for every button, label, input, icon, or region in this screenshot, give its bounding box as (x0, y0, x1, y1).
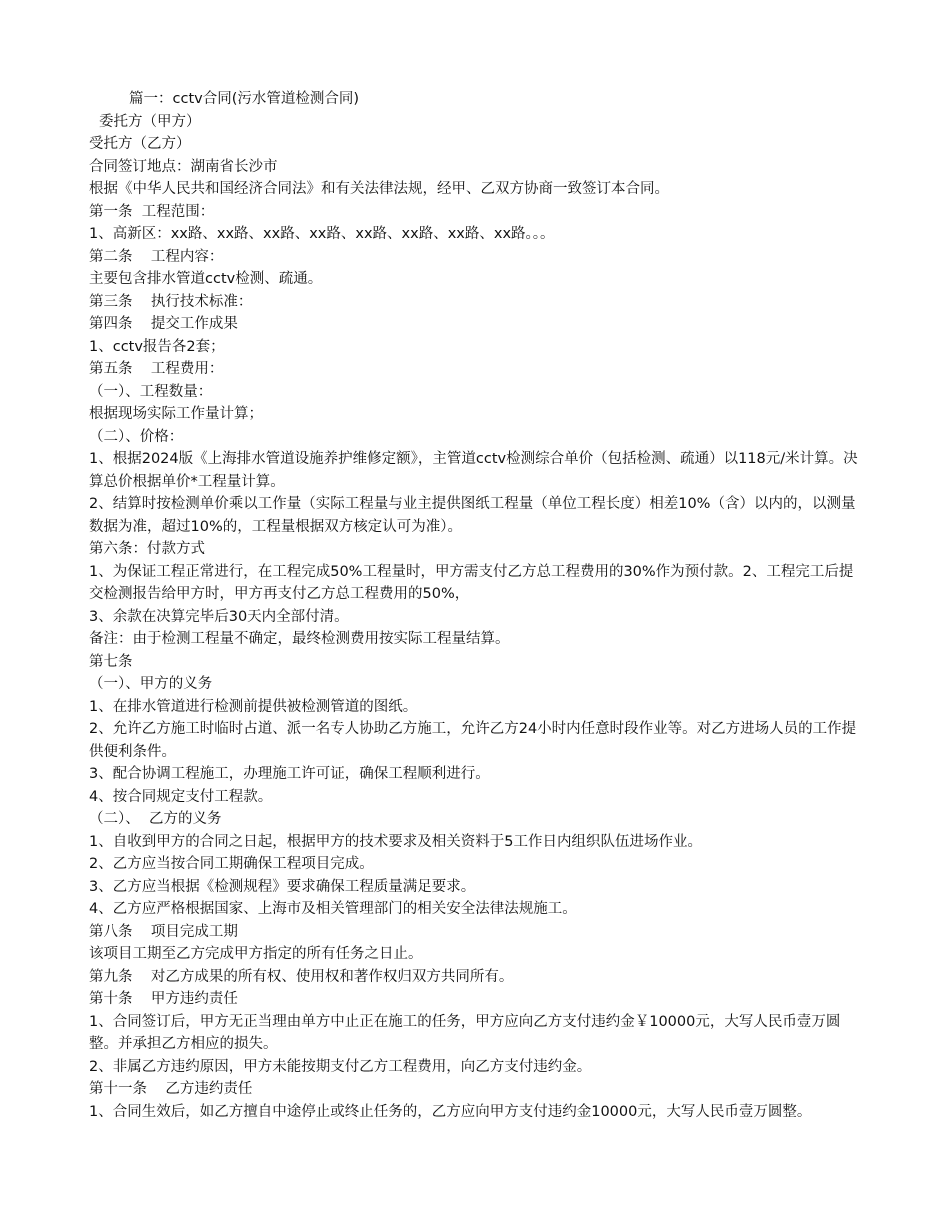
article-heading: 第六条：付款方式 (89, 541, 205, 557)
paragraph: 根据现场实际工作量计算； (89, 406, 263, 422)
paragraph: 1、为保证工程正常进行，在工程完成50%工程量时，甲方需支付乙方总工程费用的30%作为预付款。2、工程完工后提交检测报告给甲方时，甲方再支付乙方总工程费用的50%， (89, 563, 854, 602)
paragraph: 主要包含排水管道cctv检测、疏通。 (89, 271, 323, 287)
paragraph: 1、合同生效后，如乙方擅自中途停止或终止任务的，乙方应向甲方支付违约金10000元，大写人民币壹万圆整。 (89, 1103, 812, 1120)
article-heading: 第九条 对乙方成果的所有权、使用权和著作权归双方共同所有。 (89, 968, 514, 985)
paragraph: 1、在排水管道进行检测前提供被检测管道的图纸。 (89, 698, 418, 715)
subsection-heading: （二）、价格： (89, 428, 184, 445)
paragraph: 2、允许乙方施工时临时占道、派一名专人协助乙方施工，允许乙方24小时内任意时段作业等。对乙方进场人员的工作提供便利条件。 (89, 721, 857, 760)
document-title: 篇一：cctv合同(污水管道检测合同) (129, 91, 360, 107)
paragraph: 3、配合协调工程施工，办理施工许可证，确保工程顺利进行。 (89, 766, 490, 782)
article-heading: 第三条 执行技术标准： (89, 293, 253, 310)
party-b-label: 受托方（乙方） (89, 136, 191, 152)
paragraph: 3、余款在决算完毕后30天内全部付清。 (89, 608, 349, 625)
preamble: 根据《中华人民共和国经济合同法》和有关法律法规，经甲、乙双方协商一致签订本合同。 (89, 181, 669, 197)
paragraph: 1、根据2024版《上海排水管道设施养护维修定额》，主管道cctv检测综合单价（包括检测、疏通）以118元/米计算。决算总价根据单价*工程量计算。 (89, 451, 858, 490)
paragraph: 2、非属乙方违约原因，甲方未能按期支付乙方工程费用，向乙方支付违约金。 (89, 1058, 592, 1075)
paragraph: 该项目工期至乙方完成甲方指定的所有任务之日止。 (89, 946, 423, 962)
paragraph: 备注：由于检测工程量不确定，最终检测费用按实际工程量结算。 (89, 631, 510, 647)
party-a-label: 委托方（甲方） (99, 113, 201, 130)
paragraph: 1、cctv报告各2套； (89, 338, 225, 355)
paragraph: 1、自收到甲方的合同之日起，根据甲方的技术要求及相关资料于5工作日内组织队伍进场作业。 (89, 833, 702, 850)
paragraph: 1、合同签订后，甲方无正当理由单方中止正在施工的任务，甲方应向乙方支付违约金￥10000元，大写人民币壹万圆整。并承担乙方相应的损失。 (89, 1013, 841, 1052)
paragraph: 4、乙方应严格根据国家、上海市及相关管理部门的相关安全法律法规施工。 (89, 901, 577, 917)
article-heading: 第四条 提交工作成果 (89, 316, 238, 332)
article-heading: 第一条 工程范围： (89, 203, 215, 220)
article-heading: 第八条 项目完成工期 (89, 923, 238, 940)
paragraph: 2、结算时按检测单价乘以工作量（实际工程量与业主提供图纸工程量（单位工程长度）相差10%（含）以内的，以测量数据为准，超过10%的，工程量根据双方核定认可为准）。 (89, 496, 856, 535)
subsection-heading: （一）、工程数量： (89, 383, 213, 400)
subsection-heading: （一）、甲方的义务 (89, 676, 213, 692)
article-heading: 第五条 工程费用： (89, 361, 224, 377)
paragraph: 4、按合同规定支付工程款。 (89, 788, 273, 805)
article-heading: 第十一条 乙方违约责任 (89, 1081, 253, 1097)
paragraph: 3、乙方应当根据《检测规程》要求确保工程质量满足要求。 (89, 878, 476, 895)
subsection-heading: （二）、 乙方的义务 (89, 811, 222, 827)
paragraph: 2、乙方应当按合同工期确保工程项目完成。 (89, 856, 374, 872)
article-heading: 第二条 工程内容： (89, 248, 224, 265)
paragraph: 1、高新区：xx路、xx路、xx路、xx路、xx路、xx路、xx路、xx路。。。 (89, 226, 555, 242)
article-heading: 第十条 甲方违约责任 (89, 991, 238, 1007)
document-body (89, 88, 859, 1123)
signing-location: 合同签订地点：湖南省长沙市 (89, 158, 278, 175)
article-heading: 第七条 (89, 653, 133, 670)
